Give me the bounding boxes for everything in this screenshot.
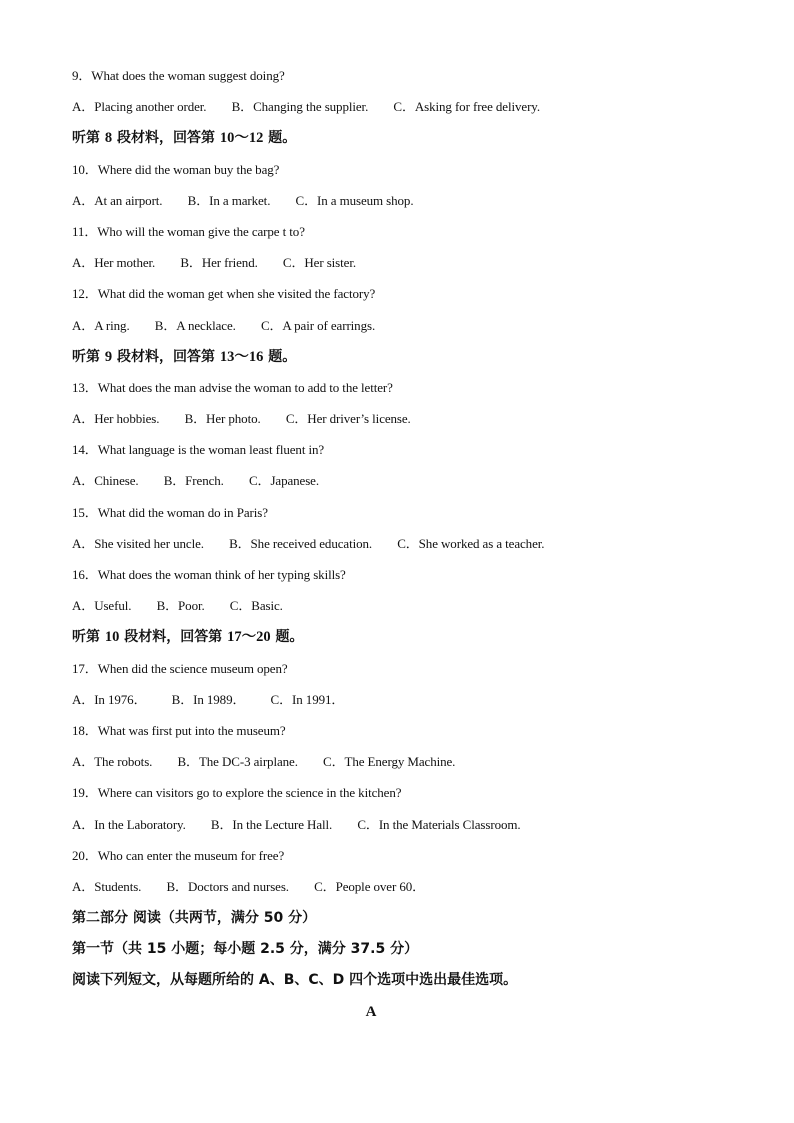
option-15-a: A．She visited her uncle. xyxy=(72,535,204,551)
question-19: 19．Where can visitors go to explore the science in the kitchen? xyxy=(72,785,402,801)
question-13: 13．What does the man advise the woman to add to the letter? xyxy=(72,379,393,395)
question-9: 9．What does the woman suggest doing? xyxy=(72,68,285,83)
options-15 xyxy=(72,534,732,565)
question-17: 17．When did the science museum open? xyxy=(72,660,288,676)
section-10-pre: 听第 xyxy=(72,629,105,646)
section-10-post: 题。 xyxy=(270,629,304,646)
options-18 xyxy=(72,752,732,783)
question-14: 14．What language is the woman least fluent in? xyxy=(72,442,325,458)
section-8-heading xyxy=(72,128,732,159)
option-19-c: C．In the Materials Classroom. xyxy=(357,816,521,832)
option-10-a: A．At an airport. xyxy=(72,192,163,208)
option-17-b: B．In 1989． xyxy=(171,691,246,707)
option-13-b: B．Her photo. xyxy=(184,411,261,427)
section-9-num: 9 xyxy=(104,348,113,365)
option-12-c: C．A pair of earrings. xyxy=(260,317,376,333)
options-13 xyxy=(72,409,732,440)
section-8-post: 题。 xyxy=(263,130,297,147)
options-19 xyxy=(72,815,732,846)
question-20: 20．Who can enter the museum for free? xyxy=(72,847,285,863)
reading-instruction: 阅读下列短文，从每题所给的 A、B、C、D 四个选项中选出最佳选项。 xyxy=(72,972,518,989)
option-11-b: B．Her friend. xyxy=(180,255,258,271)
option-9-c: C．Asking for free delivery. xyxy=(393,99,541,115)
option-12-b: B．A necklace. xyxy=(154,317,236,333)
option-20-b: B．Doctors and nurses. xyxy=(166,878,289,894)
options-20 xyxy=(72,877,732,908)
option-20-a: A．Students. xyxy=(72,878,142,894)
option-19-a: A．In the Laboratory. xyxy=(72,816,186,832)
section-9-post: 题。 xyxy=(263,348,297,365)
options-12 xyxy=(72,316,732,347)
option-15-c: C．She worked as a teacher. xyxy=(397,535,545,551)
option-14-b: B．French. xyxy=(163,473,224,489)
option-12-a: A．A ring. xyxy=(72,317,130,333)
section-9-mid: 段材料，回答第 xyxy=(112,348,220,365)
option-18-b: B．The DC-3 airplane. xyxy=(177,754,298,770)
option-9-b: B．Changing the supplier. xyxy=(231,99,369,115)
section-8-num: 8 xyxy=(104,130,113,147)
passage-label: A xyxy=(365,1003,377,1020)
section-8-mid: 段材料，回答第 xyxy=(112,130,220,147)
section-9-range: 13～16 xyxy=(219,348,264,365)
options-9 xyxy=(72,97,732,128)
options-10 xyxy=(72,191,732,222)
exam-content xyxy=(72,66,732,1033)
section-10-mid: 段材料，回答第 xyxy=(119,629,228,646)
option-13-c: C．Her driver’s license. xyxy=(285,411,411,427)
option-16-c: C．Basic. xyxy=(229,598,283,614)
question-16: 16．What does the woman think of her typing skills? xyxy=(72,567,346,582)
option-16-b: B．Poor. xyxy=(156,598,205,614)
option-18-c: C．The Energy Machine. xyxy=(323,754,456,770)
option-11-c: C．Her sister. xyxy=(282,255,356,271)
question-11: 11．Who will the woman give the carpe t to? xyxy=(72,223,305,239)
part-2-title: 第二部分 阅读（共两节，满分 50 分） xyxy=(72,910,317,927)
option-14-c: C．Japanese. xyxy=(248,473,319,489)
section-8-range: 10～12 xyxy=(219,130,264,147)
options-17 xyxy=(72,690,732,721)
option-19-b: B．In the Lecture Hall. xyxy=(210,816,333,832)
option-11-a: A．Her mother. xyxy=(72,255,156,271)
section-10-num: 10 xyxy=(104,629,120,646)
option-17-a: A．In 1976． xyxy=(72,691,147,707)
option-13-a: A．Her hobbies. xyxy=(72,411,160,427)
options-14 xyxy=(72,471,732,502)
option-14-a: A．Chinese. xyxy=(72,473,139,489)
option-10-b: B．In a market. xyxy=(187,192,271,208)
option-17-c: C．In 1991． xyxy=(270,691,345,707)
question-15: 15．What did the woman do in Paris? xyxy=(72,504,268,520)
section-9-heading xyxy=(72,347,732,378)
question-12: 12．What did the woman get when she visited the factory? xyxy=(72,286,376,302)
option-10-c: C．In a museum shop. xyxy=(295,192,414,208)
option-16-a: A．Useful. xyxy=(72,598,132,614)
question-18: 18．What was first put into the museum? xyxy=(72,722,286,738)
option-15-b: B．She received education. xyxy=(229,535,373,551)
option-9-a: A．Placing another order. xyxy=(72,99,207,115)
part-2-section-1: 第一节（共 15 小题；每小题 2.5 分，满分 37.5 分） xyxy=(72,941,419,958)
options-11 xyxy=(72,253,732,284)
question-10: 10．Where did the woman buy the bag? xyxy=(72,161,280,177)
section-9-pre: 听第 xyxy=(72,348,105,365)
option-18-a: A．The robots. xyxy=(72,754,153,770)
section-10-heading xyxy=(72,627,732,658)
section-8-pre: 听第 xyxy=(72,130,105,147)
options-16 xyxy=(72,596,732,627)
section-10-range: 17～20 xyxy=(227,629,271,646)
option-20-c: C．People over 60． xyxy=(314,878,426,894)
